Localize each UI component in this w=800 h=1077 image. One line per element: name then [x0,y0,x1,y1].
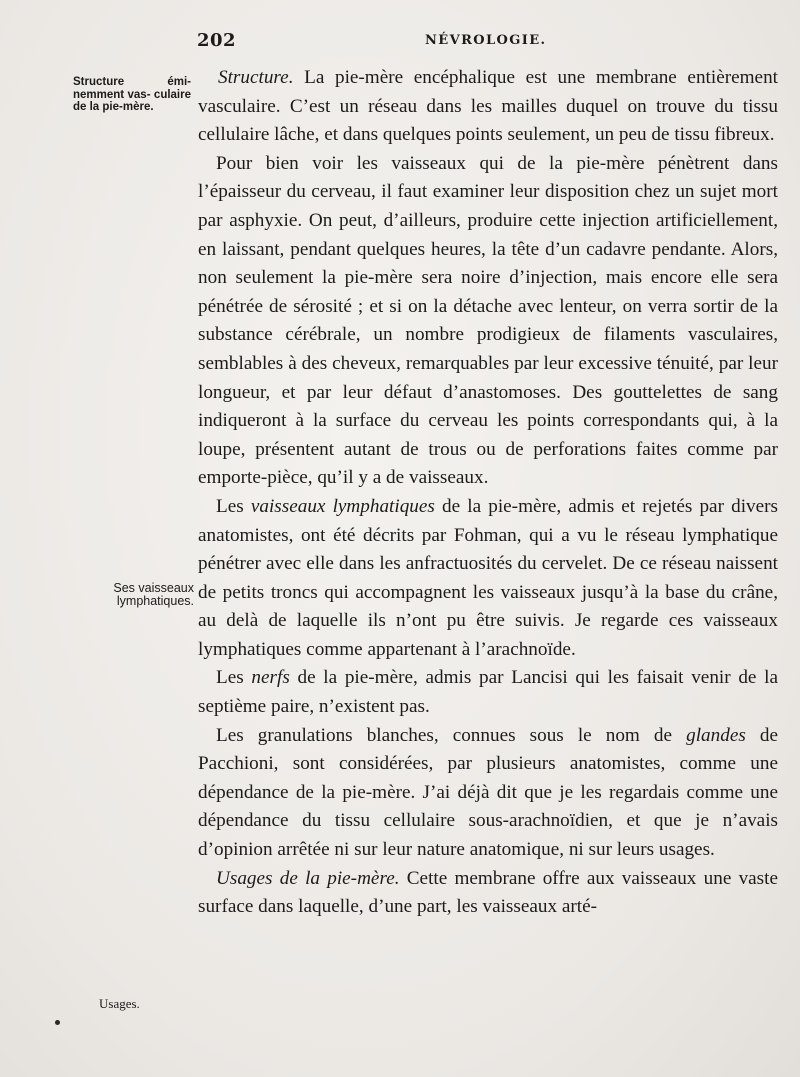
paragraph-lymphatics: Les vaisseaux lymphatiques de la pie-mère, admis et rejetés par divers anatomistes, ont été décrits par Fohman, qui a vu le réseau lymphatique pénétrer avec elle dans les anfractuosités du cervelet. De ce réseau naissent de petits troncs qui accompagnent les vaisseaux jusqu’à la base du crâne, au delà de laquelle ils n’ont pu être suivis. Je regarde ces vaisseaux lymphatiques comme appartenant à l’arachnoïde. [198,495,778,660]
margin-note-lymphatics: Ses vaisseaux lymphatiques. [113,581,194,608]
paragraph-usages: Usages de la pie-mère. Cette membrane offre aux vaisseaux une vaste surface dans laquelle, d’une part, les vaisseaux arté- [198,867,778,918]
paragraph-granulations: Les granulations blanches, connues sous le nom de glandes de Pacchioni, sont considérées, par plusieurs anatomistes, comme une dépendance de la pie-mère. J’ai déjà dit que je les regardais comme une dépendance du tissu cellulaire sous-arachnoïdien, et que je n’avais d’opinion arrêtée ni sur leur nature anatomique, ni sur leurs usages. [198,724,778,861]
running-title: NÉVROLOGIE. [425,33,547,48]
paragraph-lead: Structure. [218,67,294,88]
margin-note-usages: Usages. [99,996,140,1011]
paragraph-nerves: Les nerfs de la pie-mère, admis par Lancisi qui les faisait venir de la septième paire, n’existent pas. [198,667,778,718]
paragraph-vessels: Pour bien voir les vaisseaux qui de la pie-mère pénètrent dans l’épaisseur du cerveau, il faut examiner leur disposition chez un sujet mort par asphyxie. On peut, d’ailleurs, produire cette injection artificiellement, en laissant, pendant quelques heures, la tête d’un cadavre pendante. Alors, non seulement la pie-mère sera noire d’injection, mais encore elle sera pénétrée de sérosité ; et si on la détache avec lenteur, on verra sortir de la substance cérébrale, un nombre prodigieux de filaments vasculaires, semblables à des cheveux, remarquables par leur excessive ténuité, par leur longueur, et par leur défaut d’anastomoses. Des gouttelettes de sang indiqueront à la surface du cerveau les points correspondants qui, à la loupe, présentent autant de trous ou de perforations faites comme par emporte-pièce, qu’il y a de vaisseaux. [198,152,778,489]
ink-spot [55,1020,60,1025]
paragraph-structure: Structure. La pie-mère encéphalique est une membrane entièrement vasculaire. C’est un réseau dans les mailles duquel on trouve du tissu cellulaire lâche, et dans quelques points seulement, un peu de tissu fibreux. [198,67,778,146]
margin-note-structure: Structure émi- nemment vas- culaire de la pie-mère. [73,76,191,113]
page-header [0,30,800,54]
body-text [198,64,778,922]
page-number: 202 [197,30,237,51]
